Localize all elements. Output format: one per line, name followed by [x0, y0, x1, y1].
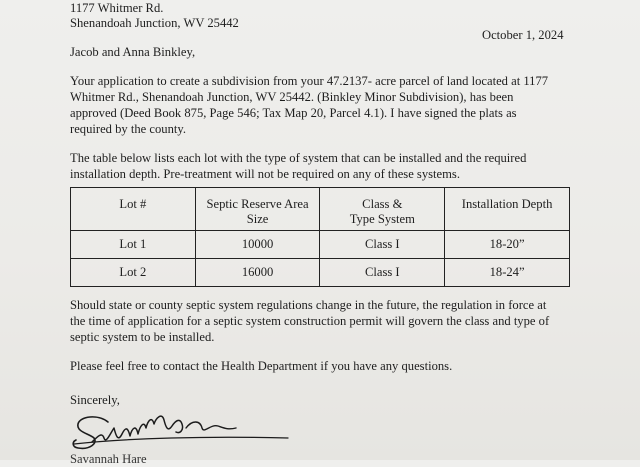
- header-reserve-area-line1: Septic Reserve Area: [206, 197, 309, 211]
- header-reserve-area: [195, 188, 320, 231]
- table-row: [71, 231, 570, 259]
- paragraph-line: Your application to create a subdivision from your 47.2137- acre parcel of land located at 1177: [70, 74, 549, 88]
- paragraph-line: installation depth. Pre-treatment will not be required on any of these systems.: [70, 167, 460, 181]
- paragraph-line: approved (Deed Book 875, Page 546; Tax Map 20, Parcel 4.1). I have signed the plats as: [70, 106, 517, 120]
- paragraph-line: septic system to be installed.: [70, 330, 215, 344]
- cell-depth: 18-20”: [445, 231, 570, 259]
- paragraph-line: Should state or county septic system regulations change in the future, the regulation in force at: [70, 298, 547, 312]
- cell-reserve-area: 10000: [195, 231, 320, 259]
- paragraph-line: the time of application for a septic system construction permit will govern the class and type of: [70, 314, 550, 328]
- paragraph-line: The table below lists each lot with the type of system that can be installed and the required: [70, 151, 527, 165]
- header-lot: [71, 188, 196, 231]
- header-class-type-line2: Type System: [349, 212, 415, 226]
- letter-date: October 1, 2024: [482, 28, 564, 42]
- header-reserve-area-line2: Size: [246, 212, 269, 226]
- cell-reserve-area: 16000: [195, 259, 320, 287]
- cell-lot: Lot 2: [71, 259, 196, 287]
- paragraph-contact: Please feel free to contact the Health Department if you have any questions.: [70, 359, 453, 373]
- signer-name: Savannah Hare: [70, 452, 147, 466]
- lot-table: [70, 187, 570, 287]
- header-class-type: [320, 188, 445, 231]
- paragraph-approval: [70, 73, 610, 137]
- header-installation-depth: [445, 188, 570, 231]
- paragraph-line: Whitmer Rd., Shenandoah Junction, WV 25442. (Binkley Minor Subdivision), has been: [70, 90, 514, 104]
- header-installation-depth-label: Installation Depth: [461, 197, 553, 211]
- closing: Sincerely,: [70, 393, 120, 407]
- paragraph-line: required by the county.: [70, 122, 186, 136]
- address-street: 1177 Whitmer Rd.: [70, 1, 164, 15]
- cell-class: Class I: [320, 231, 445, 259]
- paragraph-table-intro: [70, 150, 610, 182]
- address-city: Shenandoah Junction, WV 25442: [70, 16, 239, 30]
- salutation: Jacob and Anna Binkley,: [70, 45, 196, 59]
- cell-lot: Lot 1: [71, 231, 196, 259]
- header-class-type-line1: Class &: [362, 197, 403, 211]
- header-lot-label: Lot #: [119, 197, 147, 211]
- cell-class: Class I: [320, 259, 445, 287]
- paragraph-regulations: [70, 297, 610, 345]
- table-row: [71, 259, 570, 287]
- cell-depth: 18-24”: [445, 259, 570, 287]
- table-header-row: [71, 188, 570, 231]
- handwritten-signature: [68, 398, 298, 456]
